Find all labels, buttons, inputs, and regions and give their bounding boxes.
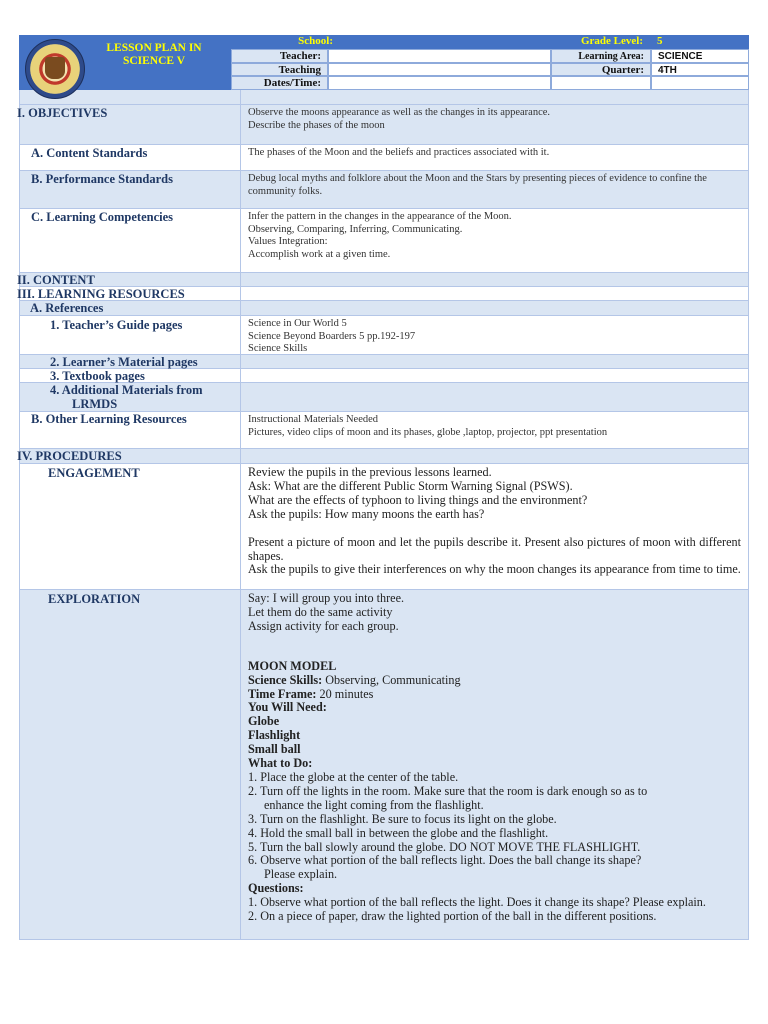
- step-line: enhance the light coming from the flashlight.: [264, 797, 484, 812]
- learning-resources-heading: III. LEARNING RESOURCES: [17, 287, 185, 301]
- you-will-need-label: You Will Need:: [248, 700, 327, 715]
- time-frame-label: Time Frame:: [248, 686, 317, 701]
- step-line: 6. Observe what portion of the ball reflects light. Does the ball change its shape?: [248, 853, 642, 868]
- step-line: 4. Hold the small ball in between the globe and the flashlight.: [248, 825, 549, 840]
- dates-time-field[interactable]: [328, 76, 551, 90]
- performance-standards-row: [19, 171, 749, 209]
- learning-area-value[interactable]: SCIENCE: [651, 49, 749, 63]
- teaching-field[interactable]: [328, 63, 551, 77]
- questions-label: Questions:: [248, 881, 304, 896]
- time-frame-value: 20 minutes: [316, 686, 374, 701]
- dates-blank-cell: [551, 76, 651, 90]
- exploration-line: Assign activity for each group.: [248, 618, 399, 633]
- competency-line: Accomplish work at a given time.: [248, 248, 391, 260]
- objective-line: Observe the moons appearance as well as the changes in its appearance.: [248, 107, 551, 118]
- objectives-heading: I. OBJECTIVES: [17, 106, 108, 120]
- step-line: 3. Turn on the flashlight. Be sure to focus its light on the globe.: [248, 811, 557, 826]
- time-frame-line: [248, 688, 741, 702]
- engagement-paragraph: Ask the pupils to give their interferences on why the moon changes its appearance from time to time.: [248, 562, 741, 577]
- activity-title: MOON MODEL: [248, 658, 337, 673]
- header-row-dates: [231, 76, 749, 90]
- quarter-label: Quarter:: [551, 63, 651, 77]
- performance-standards-label: B. Performance Standards: [31, 172, 173, 186]
- exploration-row: [19, 590, 749, 940]
- teachers-guide-line: Science Skills: [248, 343, 308, 354]
- performance-standards-text: Debug local myths and folklore about the Moon and the Stars by presenting pieces of evidence to confine the community folks.: [248, 173, 707, 197]
- learning-competencies-label: C. Learning Competencies: [31, 210, 173, 224]
- header-row-teaching: [231, 63, 749, 77]
- additional-materials-label: 4. Additional Materials from: [50, 383, 203, 397]
- lesson-plan-header: [19, 35, 749, 90]
- school-seal-logo: [25, 39, 85, 99]
- engagement-paragraph: Present a picture of moon and let the pupils describe it. Present also pictures of moon with different shapes.: [248, 534, 741, 563]
- science-skills-label: Science Skills:: [248, 672, 323, 687]
- additional-materials-row: [19, 383, 749, 412]
- engagement-row: [19, 464, 749, 590]
- science-skills-value: Observing, Communicating: [322, 672, 461, 687]
- learning-area-label: Learning Area:: [551, 49, 651, 63]
- exploration-label: EXPLORATION: [48, 592, 141, 606]
- learners-material-row: [19, 355, 749, 369]
- engagement-label: ENGAGEMENT: [48, 466, 140, 480]
- engagement-line: What are the effects of typhoon to living things and the environment?: [248, 492, 588, 507]
- material-item: Globe: [248, 714, 280, 729]
- dates-time-label: Dates/Time:: [231, 76, 328, 90]
- additional-materials-label-2: LRMDS: [72, 397, 118, 411]
- step-line: 5. Turn the ball slowly around the globe. DO NOT MOVE THE FLASHLIGHT.: [248, 839, 641, 854]
- teachers-guide-line: Science Beyond Boarders 5 pp.192-197: [248, 330, 416, 342]
- objective-line: Describe the phases of the moon: [248, 119, 385, 131]
- header-info-grid: [231, 35, 749, 90]
- science-skills-line: [248, 674, 741, 688]
- other-resources-row: [19, 412, 749, 449]
- other-resources-label: B. Other Learning Resources: [31, 412, 187, 426]
- header-row-teacher: [231, 49, 749, 63]
- competency-line: Observing, Comparing, Inferring, Communicating.: [248, 223, 463, 235]
- what-to-do-label: What to Do:: [248, 756, 313, 771]
- table-spacer-row: [19, 90, 749, 105]
- references-label: A. References: [30, 301, 104, 315]
- content-standards-row: [19, 145, 749, 171]
- procedures-heading: IV. PROCEDURES: [17, 449, 122, 463]
- school-field[interactable]: [341, 35, 551, 49]
- textbook-row: [19, 369, 749, 383]
- grade-level-value[interactable]: 5: [651, 35, 749, 49]
- competency-line: Values Integration:: [248, 236, 328, 247]
- material-item: Small ball: [248, 742, 301, 757]
- teachers-guide-label: 1. Teacher’s Guide pages: [50, 318, 183, 332]
- header-row-school: [231, 35, 749, 49]
- learners-material-label: 2. Learner’s Material pages: [50, 355, 198, 369]
- learning-competencies-row: [19, 209, 749, 273]
- grade-level-label: Grade Level:: [551, 35, 651, 49]
- exploration-line: Let them do the same activity: [248, 604, 393, 619]
- engagement-line: Ask the pupils: How many moons the earth has?: [248, 506, 485, 521]
- dates-blank-cell-2: [651, 76, 749, 90]
- content-row: [19, 273, 749, 287]
- content-standards-text: The phases of the Moon and the beliefs and practices associated with it.: [248, 147, 550, 158]
- lesson-plan-title: LESSON PLAN IN SCIENCE V: [106, 42, 202, 67]
- question-item: 1. Observe what portion of the ball reflects the light. Does it change its shape? Please explain.: [248, 895, 706, 910]
- engagement-line: Review the pupils in the previous lessons learned.: [248, 465, 492, 479]
- teaching-label: Teaching: [231, 63, 328, 77]
- teachers-guide-line: Science in Our World 5: [248, 318, 347, 329]
- question-item: 2. On a piece of paper, draw the lighted portion of the ball in the different positions.: [248, 909, 657, 924]
- exploration-line: Say: I will group you into three.: [248, 591, 405, 605]
- teachers-guide-row: [19, 316, 749, 355]
- content-standards-label: A. Content Standards: [31, 146, 148, 160]
- step-line: 2. Turn off the lights in the room. Make sure that the room is dark enough so as to: [248, 783, 648, 798]
- teacher-label: Teacher:: [231, 49, 328, 63]
- other-resources-line: Instructional Materials Needed: [248, 414, 379, 425]
- textbook-label: 3. Textbook pages: [50, 369, 145, 383]
- material-item: Flashlight: [248, 728, 301, 743]
- quarter-value[interactable]: 4TH: [651, 63, 749, 77]
- engagement-line: Ask: What are the different Public Storm Warning Signal (PSWS).: [248, 478, 573, 493]
- competency-line: Infer the pattern in the changes in the appearance of the Moon.: [248, 211, 512, 222]
- other-resources-line: Pictures, video clips of moon and its phases, globe ,laptop, projector, ppt presentation: [248, 426, 608, 438]
- school-label: School:: [231, 35, 341, 49]
- step-line: 1. Place the globe at the center of the table.: [248, 769, 459, 784]
- objectives-row: [19, 105, 749, 145]
- references-row: [19, 301, 749, 316]
- lesson-plan-table: [19, 90, 749, 940]
- learning-resources-row: [19, 287, 749, 301]
- teacher-field[interactable]: [328, 49, 551, 63]
- step-line: Please explain.: [264, 867, 338, 882]
- procedures-row: [19, 449, 749, 464]
- content-heading: II. CONTENT: [17, 273, 95, 287]
